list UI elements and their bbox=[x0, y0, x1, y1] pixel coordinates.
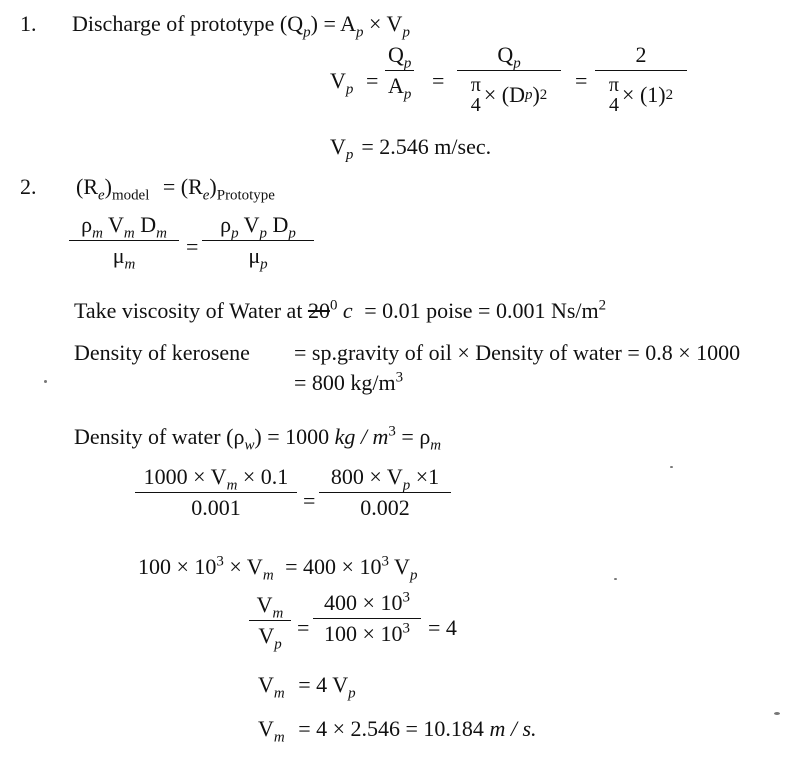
equals-sign: = bbox=[297, 615, 310, 640]
step-1-heading: Discharge of prototype $(Q_p) = A_p \times V_p$ bbox=[72, 11, 410, 41]
kerosene-label: Density of kerosene bbox=[74, 340, 250, 365]
fraction-velocity-ratio: $\frac{V_m}{V_p}$ bbox=[252, 594, 288, 647]
fraction-two-over-area: 2 π 4 × (1) 2 bbox=[598, 44, 684, 115]
scan-speck bbox=[614, 578, 617, 580]
fraction-power-ratio: $\frac{400 \times 10^3}{100 \times 10^3}$ bbox=[316, 592, 418, 645]
equals-sign: = bbox=[303, 488, 316, 513]
equals-sign: = bbox=[186, 234, 199, 259]
viscosity-line: Take viscosity of Water at $20^0$ c = 0.01 poise = 0.001 $Ns/m^2$ bbox=[74, 297, 607, 323]
kerosene-value: = sp.gravity of oil × Density of water = 0.8 × 1000 bbox=[294, 340, 741, 365]
water-density-line: Density of water $(\rho_w) = 1000$ kg / $m^3 = \rho_m$ bbox=[74, 423, 442, 454]
scan-speck bbox=[774, 712, 780, 715]
simplified-equation: $100 \times 10^3 \times V_m = 400 \times 10^3$ $V_p$ bbox=[138, 553, 418, 584]
scan-speck bbox=[44, 380, 47, 383]
step-1-number: 1. bbox=[20, 11, 37, 36]
equals-sign: = bbox=[575, 68, 588, 93]
fraction-qp-over-ap: $\frac{Q_p}{A_p}$ bbox=[385, 44, 414, 97]
final-result: $V_m = 4 \times 2.546 = 10.184$ m / s. bbox=[258, 716, 537, 746]
reynolds-equality: $(R_e)_{model} = (R_e)_{Prototype}$ bbox=[76, 174, 275, 204]
vm-equals-4vp: $V_m = 4$ $V_p$ bbox=[258, 672, 356, 702]
equals-sign: = bbox=[432, 68, 445, 93]
vp-result: $V_p = 2.546$ m/sec. bbox=[330, 134, 492, 164]
equals-sign: = bbox=[366, 68, 379, 93]
step-2-number: 2. bbox=[20, 174, 37, 199]
kerosene-result: = 800 $kg/m^3$ bbox=[294, 369, 404, 395]
scan-speck bbox=[670, 466, 673, 468]
fraction-model-reynolds: $\frac{\rho_m V_m D_m}{\mu_m}$ bbox=[72, 214, 176, 267]
ratio-result: = 4 bbox=[428, 615, 457, 640]
fraction-prototype-reynolds: $\frac{\rho_p V_p D_p}{\mu_p}$ bbox=[205, 214, 311, 267]
vp-lhs: $V_p$ bbox=[330, 68, 354, 98]
fraction-qp-over-area: $Q_p$ π 4 × (D p ) 2 bbox=[460, 44, 558, 115]
fraction-prototype-values: $\frac{800 \times V_p \times 1}{0.002}$ bbox=[322, 466, 448, 519]
fraction-model-values: $\frac{1000 \times V_m \times 0.1}{0.001}$ bbox=[138, 466, 294, 519]
